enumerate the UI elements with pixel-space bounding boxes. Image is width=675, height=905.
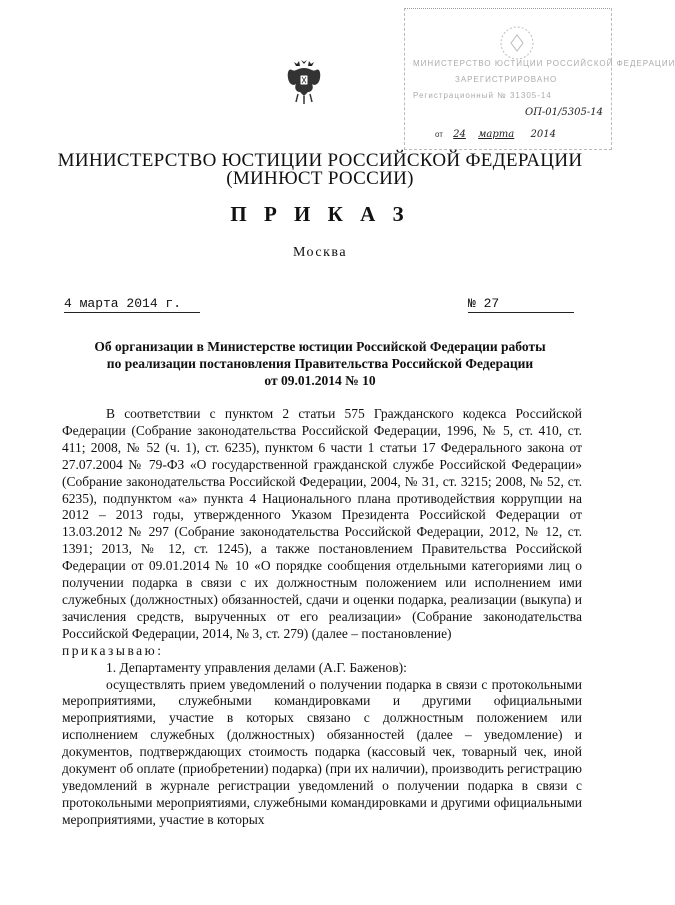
stamp-date-year: 2014 xyxy=(530,129,556,140)
ministry-name: МИНИСТЕРСТВО ЮСТИЦИИ РОССИЙСКОЙ ФЕДЕРАЦИИ xyxy=(57,150,583,171)
stamp-date-day: 24 xyxy=(453,129,466,140)
order-number: № 27 xyxy=(468,296,574,313)
registration-stamp xyxy=(404,8,675,150)
stamp-date-month: марта xyxy=(478,129,515,140)
preamble-paragraph: В соответствии с пунктом 2 статьи 575 Гражданского кодекса Российской Федерации (Собрание законодательства Российской Федерации, 1996, № 5, ст. 410, ст. 411; 2008, № 52 (ч. 1), ст. 6235), пунктом 6 части 1 статьи 17 Федерального закона от 27.07.2004 № 79-ФЗ «О государственной гражданской службе Российской Федерации» (Собрание законодательства Российской Федерации, 2004, № 31, ст. 3215; 2008, № 52, ст. 6235), подпунктом «а» пункта 4 Национального плана противодействия коррупции на 2012 – 2013 годы, утвержденного Указом Президента Российской Федерации от 13.03.2012 № 297 (Собрание законодательства Российской Федерации, 2012, № 12, ст. 1391; 2013, № 12, ст. 1245), а также постановлением Правительства Российской Федерации от 09.01.2014 № 10 «О порядке сообщения отдельными категориями лиц о получении подарка в связи с их должностным положением или исполнением ими служебных (должностных) обязанностей, сдачи и оценки подарка, реализации (выкупа) и зачисления средств, вырученных от его реализации» (Собрание законодательства Российской Федерации, 2014, № 3, ст. 279) (далее – постановление) xyxy=(62,406,582,641)
order-word: приказываю: xyxy=(62,642,164,658)
clause-1-text: осуществлять прием уведомлений о получении подарка в связи с протокольными мероприятиями, служебными командировками и другими официальными мероприятиями, участие в которых связано с должностным положением или исполнением служебных (должностных) обязанностей (далее – уведомление) и документов, подтверждающих стоимость подарка (кассовый чек, товарный чек, иной документ об оплате (приобретении) подарка) (при их наличии), производить регистрацию уведомлений в журнале регистрации уведомлений о получении подарка в связи с протокольными мероприятиями, служебными командировками и другими официальными мероприятиями, участие в которых xyxy=(62,676,582,827)
stamp-date-prefix: от xyxy=(435,130,443,139)
document-body xyxy=(62,406,582,829)
document-title xyxy=(70,338,570,389)
ministry-short-name: (МИНЮСТ РОССИИ) xyxy=(226,168,414,189)
stamp-seal-icon xyxy=(497,23,537,63)
state-emblem-icon xyxy=(286,58,322,106)
city: Москва xyxy=(292,245,348,260)
title-line-1: Об организации в Министерстве юстиции Российской Федерации работы xyxy=(94,339,546,354)
clause-1-paragraph: 1. Департаменту управления делами (А.Г. Баженов): xyxy=(106,659,407,675)
stamp-reg-number: ОП-01/5305-14 xyxy=(525,107,603,118)
order-date: 4 марта 2014 г. xyxy=(64,296,200,313)
stamp-regnum-line: Регистрационный № 31305-14 xyxy=(413,91,552,100)
title-line-2: по реализации постановления Правительства Российской Федерации xyxy=(106,356,534,371)
stamp-registered-line: ЗАРЕГИСТРИРОВАНО xyxy=(455,75,558,84)
title-line-3: от 09.01.2014 № 10 xyxy=(264,373,376,388)
stamp-ministry-line: МИНИСТЕРСТВО ЮСТИЦИИ РОССИЙСКОЙ ФЕДЕРАЦИИ xyxy=(413,59,675,68)
document-type: П Р И К А З xyxy=(230,202,410,226)
